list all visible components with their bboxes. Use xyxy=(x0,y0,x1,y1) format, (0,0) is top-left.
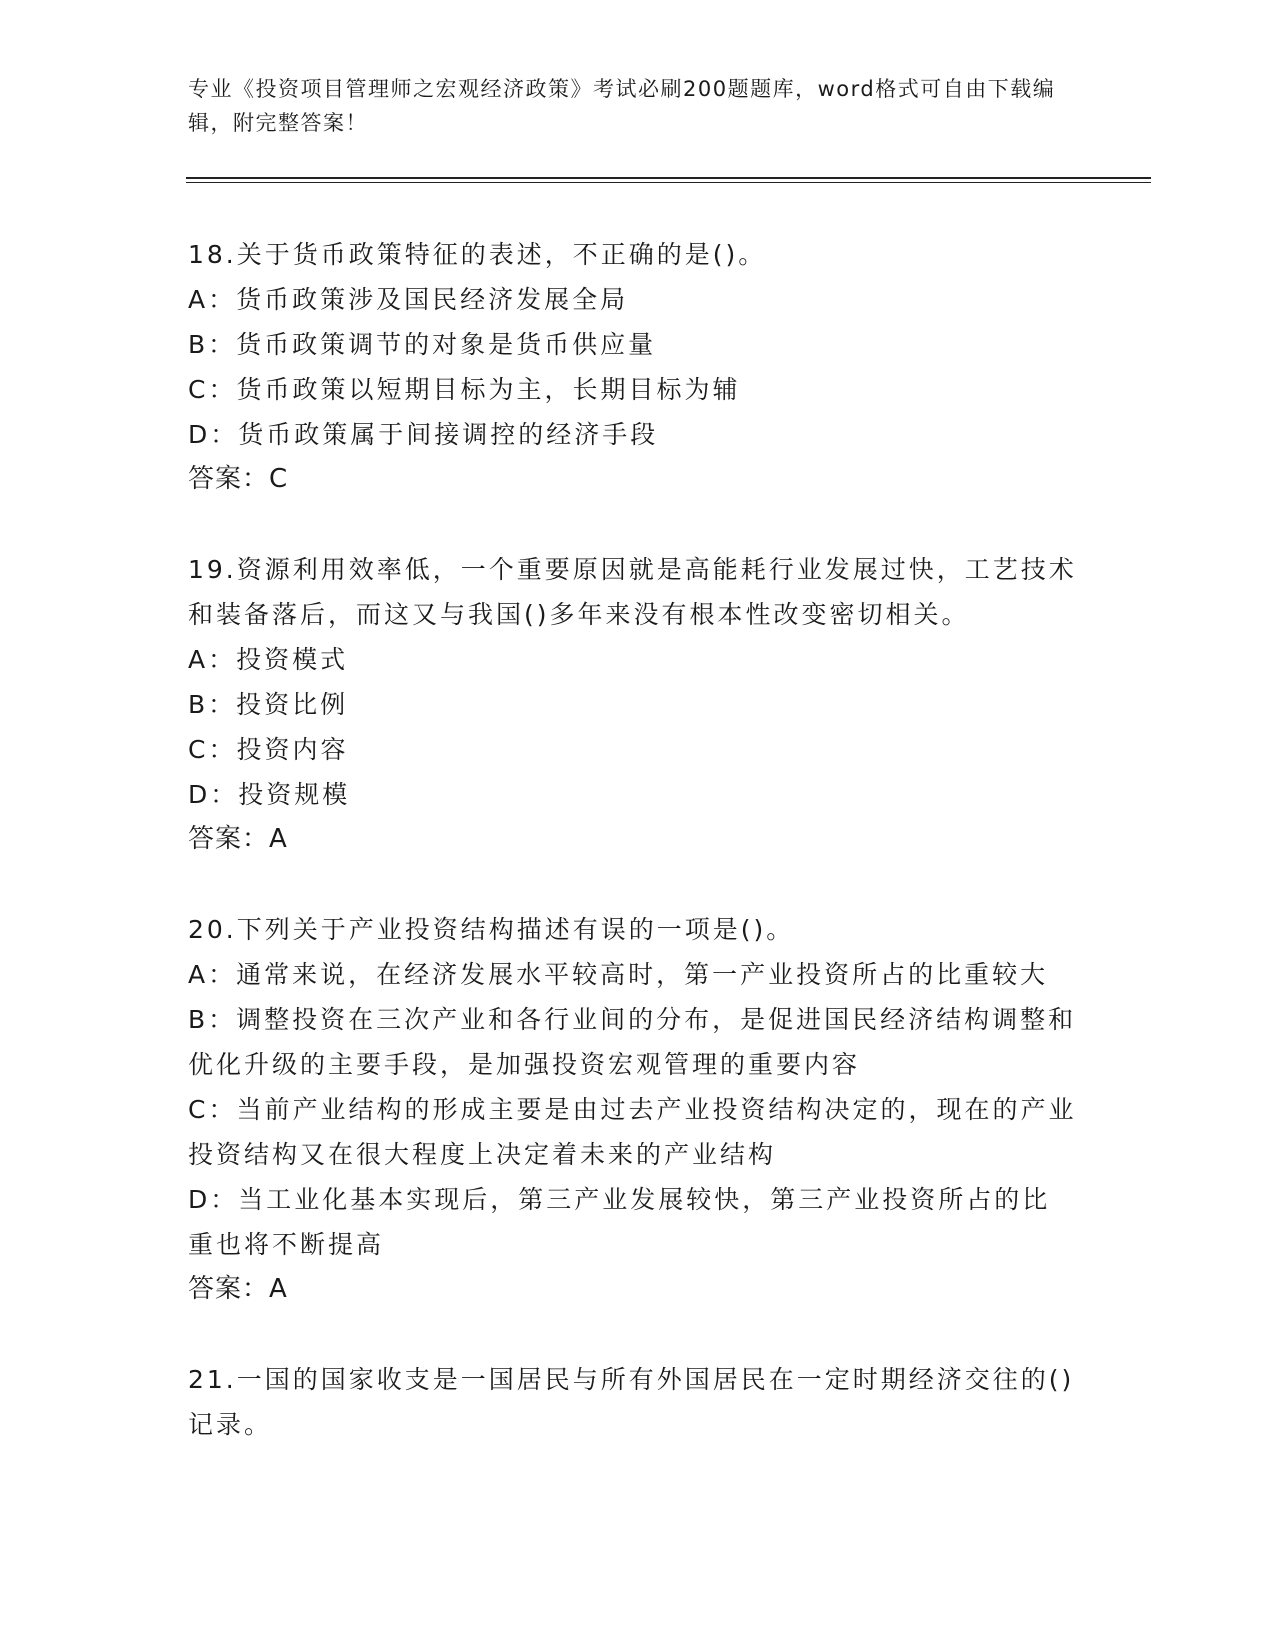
question-18 xyxy=(188,232,1078,502)
question-21 xyxy=(188,1357,1078,1447)
header-divider xyxy=(186,177,1151,179)
option-a: A：货币政策涉及国民经济发展全局 xyxy=(188,285,629,314)
header-divider-thin xyxy=(186,182,1151,183)
question-stem: 21.一国的国家收支是一国居民与所有外国居民在一定时期经济交往的()记录。 xyxy=(188,1365,1075,1439)
question-stem: 18.关于货币政策特征的表述，不正确的是()。 xyxy=(188,240,767,269)
question-list xyxy=(188,232,1078,1447)
question-stem: 19.资源利用效率低，一个重要原因就是高能耗行业发展过快，工艺技术和装备落后，而这又与我国()多年来没有根本性改变密切相关。 xyxy=(188,555,1077,629)
question-stem: 20.下列关于产业投资结构描述有误的一项是()。 xyxy=(188,915,795,944)
option-d: D：当工业化基本实现后，第三产业发展较快，第三产业投资所占的比重也将不断提高 xyxy=(188,1185,1051,1259)
option-a: A：投资模式 xyxy=(188,645,349,674)
header-text: 专业《投资项目管理师之宏观经济政策》考试必刷200题题库，word格式可自由下载编辑，附完整答案！ xyxy=(188,77,1056,135)
option-b: B：调整投资在三次产业和各行业间的分布，是促进国民经济结构调整和优化升级的主要手段，是加强投资宏观管理的重要内容 xyxy=(188,1005,1077,1079)
answer: 答案：C xyxy=(188,464,289,494)
option-a: A：通常来说，在经济发展水平较高时，第一产业投资所占的比重较大 xyxy=(188,960,1049,989)
answer: 答案：A xyxy=(188,824,288,854)
option-c: C：货币政策以短期目标为主，长期目标为辅 xyxy=(188,375,741,404)
option-c: C：当前产业结构的形成主要是由过去产业投资结构决定的，现在的产业投资结构又在很大程度上决定着未来的产业结构 xyxy=(188,1095,1077,1169)
answer: 答案：A xyxy=(188,1274,288,1304)
option-c: C：投资内容 xyxy=(188,735,349,764)
option-b: B：投资比例 xyxy=(188,690,349,719)
option-b: B：货币政策调节的对象是货币供应量 xyxy=(188,330,657,359)
question-20 xyxy=(188,907,1078,1312)
document-header xyxy=(188,72,1068,140)
option-d: D：投资规模 xyxy=(188,780,351,809)
option-d: D：货币政策属于间接调控的经济手段 xyxy=(188,420,659,449)
question-19 xyxy=(188,547,1078,862)
